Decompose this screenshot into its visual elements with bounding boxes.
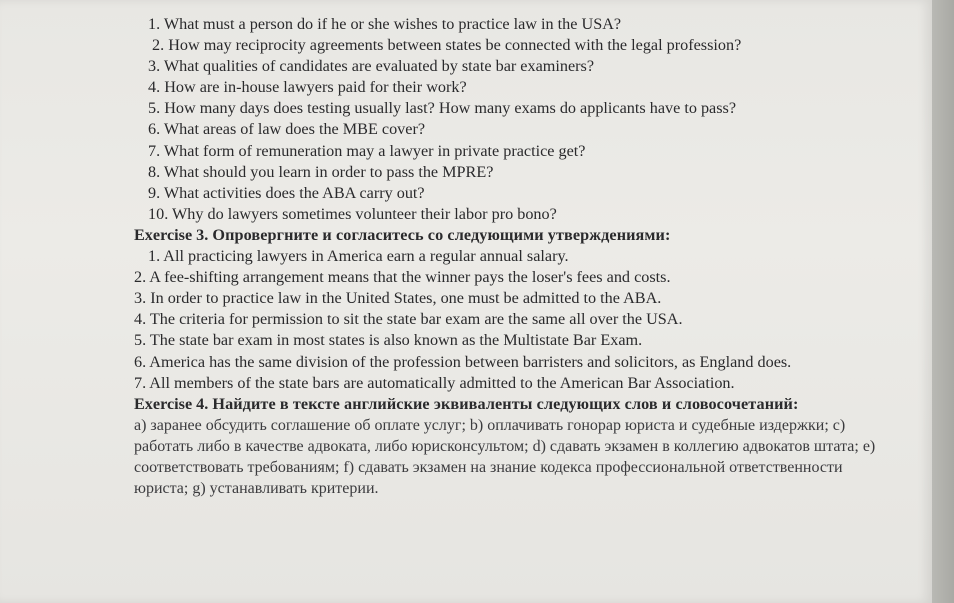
question-item: 5. How many days does testing usually last? How many exams do applicants have to pass?	[148, 99, 737, 118]
question-item: 1. What must a person do if he or she wishes to practice law in the USA?	[148, 15, 622, 33]
question-list	[134, 14, 894, 225]
statement-item: 7. All members of the state bars are automatically admitted to the American Bar Association.	[134, 373, 735, 392]
page-text	[134, 14, 894, 499]
exercise-4-heading	[134, 394, 834, 415]
statement-item: 1. All practicing lawyers in America earn a regular annual salary.	[148, 247, 569, 266]
statement-item: 4. The criteria for permission to sit the state bar exam are the same all over the USA.	[134, 310, 683, 329]
question-item: 6. What areas of law does the MBE cover?	[148, 120, 426, 139]
question-item: 3. What qualities of candidates are evaluated by state bar examiners?	[148, 57, 595, 76]
question-item: 2. How may reciprocity agreements between states be connected with the legal profession?	[152, 36, 742, 55]
exercise-4-label: Exercise 4.	[134, 394, 209, 413]
question-item: 9. What activities does the ABA carry out?	[148, 183, 425, 202]
exercise-3-label: Exercise 3.	[134, 225, 209, 244]
question-item: 4. How are in-house lawyers paid for their work?	[148, 78, 467, 97]
statement-item: 3. In order to practice law in the United States, one must be admitted to the ABA.	[134, 289, 662, 308]
exercise-3-statements	[134, 246, 894, 394]
question-item: 8. What should you learn in order to pass the MPRE?	[148, 162, 494, 181]
statement-item: 5. The state bar exam in most states is also known as the Multistate Bar Exam.	[134, 331, 643, 350]
question-item: 7. What form of remuneration may a lawyer in private practice get?	[148, 141, 586, 160]
exercise-3-heading	[134, 225, 894, 246]
statement-item: 6. America has the same division of the profession between barristers and solicitors, as England does.	[134, 352, 792, 371]
question-item: 10. Why do lawyers sometimes volunteer their labor pro bono?	[148, 204, 557, 223]
exercise-4-word-list: а) заранее обсудить соглашение об оплате услуг; b) оплачивать гонорар юриста и судебные издержки; c) работать либо в качестве адвоката, либо юрисконсультом; d) сдавать экзамен в коллегию адвокатов штата; e) соответствовать требованиям; f) сдавать экзамен на знание кодекса профессиональной ответственности юриста; g) устанавливать критерии.	[134, 416, 876, 498]
statement-item: 2. A fee-shifting arrangement means that the winner pays the loser's fees and costs.	[134, 268, 671, 287]
page-edge	[932, 0, 954, 603]
exercise-4-instruction: Найдите в тексте английские эквиваленты следующих слов и словосочетаний:	[212, 394, 799, 413]
exercise-3-instruction: Опровергните и согласитесь со следующими утверждениями:	[212, 225, 671, 244]
